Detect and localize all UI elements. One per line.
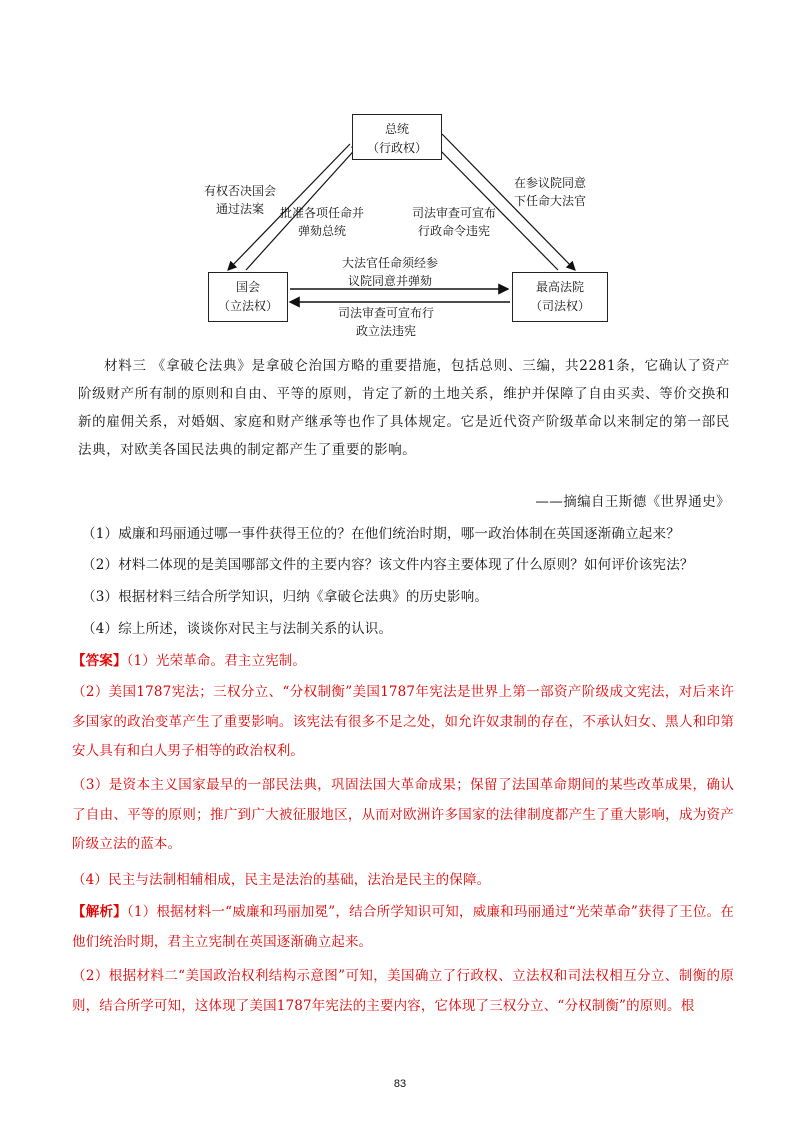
answer-4: （4）民主与法制相辅相成，民主是法治的基础，法治是民主的保障。	[72, 872, 491, 888]
analysis-tag: 【解析】	[72, 904, 127, 920]
court-box	[512, 272, 608, 322]
answer-3: （3）是资本主义国家最早的一部民法典，巩固法国大革命成果；保留了法国革命期间的某些改革成果，确认了自由、平等的原则；推广到广大被征服地区，从而对欧洲许多国家的法律制度都产生了重大影响，成为资产阶级立法的蓝本。	[72, 777, 734, 852]
congress-box	[208, 272, 288, 322]
material-three-text: 材料三 《拿破仑法典》是拿破仑治国方略的重要措施，包括总则、三编，共2281条，它确认了资产阶级财产所有制的原则和自由、平等的原则，肯定了新的土地关系，维护并保障了自由买卖、等价交换和新的雇佣关系，对婚姻、家庭和财产继承等也作了具体规定。它是近代资产阶级革命以来制定的第一部民法典，对欧美各国民法典的制定都产生了重要的影响。	[78, 358, 730, 458]
material-three-source: ——摘编自王斯德《世界通史》	[535, 494, 730, 510]
question-2: （2）材料二体现的是美国哪部文件的主要内容？该文件内容主要体现了什么原则？如何评价该宪法？	[82, 557, 694, 573]
label-veto: 有权否决国会 通过法案	[204, 184, 277, 216]
analysis-2: （2）根据材料二“美国政治权利结构示意图”可知，美国确立了行政权、立法权和司法权相互分立、制衡的原则，结合所学可知，这体现了美国1787年宪法的主要内容，它体现了三权分立、“分权制衡”的原则。根	[72, 968, 734, 1014]
answer-tag: 【答案】	[72, 653, 127, 669]
label-approve: 批准各项任命并 弹劾总统	[280, 206, 365, 238]
court-title: 最高法院	[535, 280, 584, 294]
label-review-law: 司法审查可宣布行 政立法违宪	[338, 306, 435, 338]
president-sub: （行政权）	[366, 141, 427, 155]
label-appoint: 在参议院同意 下任命大法官	[514, 176, 587, 208]
congress-title: 国会	[235, 280, 260, 294]
question-1: （1）威廉和玛丽通过哪一事件获得王位的？在他们统治时期，哪一政治体制在英国逐渐确立起来？	[82, 526, 680, 542]
answer-2: （2）美国1787宪法；三权分立、“分权制衡”美国1787年宪法是世界上第一部资产阶级成文宪法，对后来许多国家的政治变革产生了重要影响。该宪法有很多不足之处，如允许奴隶制的存在，不承认妇女、黑人和印第安人具有和白人男子相等的政治权利。	[72, 684, 734, 759]
power-structure-diagram	[180, 104, 640, 336]
question-3: （3）根据材料三结合所学知识，归纳《拿破仑法典》的历史影响。	[82, 589, 489, 605]
label-review-exec: 司法审查可宣布 行政命令违宪	[412, 206, 497, 238]
congress-sub: （立法权）	[217, 299, 278, 313]
label-justice: 大法官任命须经参 议院同意并弹劾	[342, 256, 439, 288]
page-number: 83	[393, 1078, 407, 1090]
question-4: （4）综上所述，谈谈你对民主与法制关系的认识。	[82, 621, 393, 637]
president-title: 总统	[384, 122, 409, 136]
president-box	[352, 114, 442, 160]
answer-1: 【答案】（1）光荣革命。君主立宪制。	[72, 653, 307, 669]
court-sub: （司法权）	[529, 299, 590, 313]
analysis-1: 【解析】（1）根据材料一“威廉和玛丽加冕”，结合所学知识可知，威廉和玛丽通过“光荣革命”获得了王位。在他们统治时期，君主立宪制在英国逐渐确立起来。	[72, 904, 734, 950]
